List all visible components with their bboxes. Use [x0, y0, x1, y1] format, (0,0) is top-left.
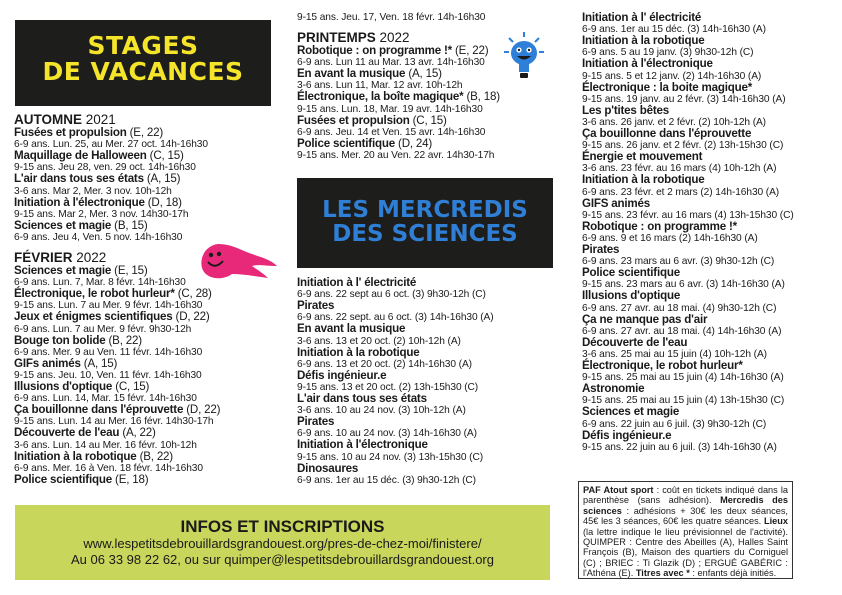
paf-p4-bold: Titres avec *: [635, 568, 690, 579]
event-detail: 9-15 ans. 25 mai au 15 juin (4) 14h-16h30 (A): [582, 372, 784, 384]
event-detail: 3-6 ans. 25 mai au 15 juin (4) 10h-12h (A): [582, 349, 767, 361]
event-title: Police scientifique: [582, 266, 680, 280]
event-title: Électronique, la boîte magique* (B, 18): [297, 90, 500, 104]
event-detail: 9-15 ans. 19 janv. au 2 févr. (3) 14h-16h30 (A): [582, 93, 786, 105]
event-title: Maquillage de Halloween (C, 15): [14, 149, 184, 163]
event-detail: 9-15 ans. Lun. 7 au Mer. 9 févr. 14h-16h30: [14, 300, 203, 312]
printemps-section: [297, 30, 527, 161]
event-detail: 9-15 ans. Mer. 20 au Ven. 22 avr. 14h30-17h: [297, 150, 495, 162]
event-title: Robotique : on programme !*: [582, 219, 737, 233]
event-detail: 6-9 ans. 1er au 15 déc. (3) 9h30-12h (C): [297, 474, 476, 486]
event-title: Initiation à la robotique: [582, 34, 705, 48]
event-detail: 3-6 ans. Mar 2, Mer. 3 nov. 10h-12h: [14, 185, 172, 197]
event-detail: 9-15 ans. 23 mars au 6 avr. (3) 14h-16h30 (A): [582, 279, 785, 291]
event-title: L'air dans tous ses états (A, 15): [14, 172, 181, 186]
event-title: Sciences et magie (E, 15): [14, 264, 148, 277]
automne-label: AUTOMNE: [14, 112, 83, 127]
event-detail: 9-15 ans. 22 juin au 6 juil. (3) 14h-16h30 (A): [582, 441, 777, 453]
event-title: Défis ingénieur.e: [582, 428, 672, 442]
event-title: Découverte de l'eau: [582, 335, 688, 349]
event-title: Électronique, le robot hurleur* (C, 28): [14, 287, 212, 301]
event-title: GIFs animés (A, 15): [14, 356, 118, 370]
event-detail: 9-15 ans. 26 janv. et 2 févr. (2) 13h-15h30 (C): [582, 140, 784, 152]
event-detail: 9-15 ans. Mar 2, Mer. 3 nov. 14h30-17h: [14, 208, 189, 220]
event-title: Astronomie: [582, 382, 645, 396]
event-detail: 6-9 ans. Jeu. 14 et Ven. 15 avr. 14h-16h30: [297, 126, 486, 138]
event-detail: 6-9 ans. 23 mars au 6 avr. (3) 9h30-12h (C): [582, 256, 775, 268]
event-title: Défis ingénieur.e: [297, 368, 387, 382]
infos-band: [15, 505, 550, 580]
event-title: Initiation à la robotique (B, 22): [14, 449, 173, 463]
event-title: Énergie et mouvement: [582, 150, 703, 164]
infos-website[interactable]: www.lespetitsdebrouillardsgrandouest.org/pres-de-chez-moi/finistere/: [83, 536, 482, 551]
event-detail: 6-9 ans. 1er au 15 déc. (3) 14h-16h30 (A): [582, 24, 766, 36]
paf-p2: : adhésions + 30€ les deux séances, 45€ les 3 séances, 60€ les quatre séances.: [583, 505, 788, 527]
event-detail: 3-6 ans. Lun. 14 au Mer. 16 févr. 10h-12h: [14, 439, 197, 451]
paf-p3-bold: Lieux: [764, 516, 788, 527]
event-title: Police scientifique (D, 24): [297, 136, 433, 150]
paf-p3: (la lettre indique le lieu prévisionnel de l'activité). QUIMPER : Centre des Abeilles (A), Halles Saint François (B), Maison des quartiers du Corniguel (C) ; BRIEC : Ti Glazik (D) ; ERGUÉ GABÉRIC : l'Athéna (E).: [583, 526, 788, 579]
event-title: Électronique, le robot hurleur*: [582, 359, 743, 373]
printemps-year: 2022: [379, 30, 410, 45]
event-detail: 9-15 ans. 23 févr. au 16 mars (4) 13h-15h30 (C): [582, 209, 794, 221]
fevrier-year: 2022: [76, 250, 107, 265]
event-detail: 9-15 ans. 13 et 20 oct. (2) 13h-15h30 (C): [297, 382, 479, 394]
fevrier-last-detail: 9-15 ans. Jeu. 17, Ven. 18 févr. 14h-16h30: [297, 12, 486, 23]
event-title: Illusions d'optique: [582, 289, 681, 303]
event-title: Pirates: [297, 415, 335, 429]
event-title: En avant la musique: [297, 322, 406, 336]
event-title: GIFS animés: [582, 196, 651, 210]
event-title: Ça bouillonne dans l'éprouvette (D, 22): [14, 403, 221, 417]
infos-title: INFOS ET INSCRIPTIONS: [180, 517, 385, 536]
event-title: Sciences et magie: [582, 405, 680, 419]
event-detail: 9-15 ans. Lun. 18, Mar. 19 avr. 14h-16h30: [297, 103, 483, 115]
event-detail: 9-15 ans. Jeu 28, ven. 29 oct. 14h-16h30: [14, 162, 196, 174]
event-title: Illusions d'optique (C, 15): [14, 380, 150, 394]
event-title: Robotique : on programme !* (E, 22): [297, 44, 489, 57]
event-detail: 3-6 ans. 13 et 20 oct. (2) 10h-12h (A): [297, 335, 461, 347]
event-title: Initiation à l'électronique (D, 18): [14, 195, 182, 209]
event-detail: 6-9 ans. 9 et 16 mars (2) 14h-16h30 (A): [582, 233, 758, 245]
event-detail: 6-9 ans. 22 juin au 6 juil. (3) 9h30-12h (C): [582, 418, 767, 430]
event-detail: 6-9 ans. 22 sept au 6 oct. (3) 9h30-12h (C): [297, 289, 486, 301]
fevrier-heading: [14, 250, 284, 265]
event-title: L'air dans tous ses états: [297, 392, 427, 406]
stages-header: [15, 20, 271, 106]
event-title: Sciences et magie (B, 15): [14, 218, 148, 232]
event-detail: 6-9 ans. 13 et 20 oct. (2) 14h-16h30 (A): [297, 358, 472, 370]
event-title: Initiation à l'électronique: [582, 57, 713, 71]
stages-title-line2: DE VACANCES: [42, 57, 244, 87]
mercredis-list-3: [582, 12, 812, 453]
event-detail: 6-9 ans. 10 au 24 nov. (3) 14h-16h30 (A): [297, 428, 477, 440]
printemps-label: PRINTEMPS: [297, 30, 376, 45]
event-title: Initiation à l' électricité: [297, 276, 417, 289]
event-detail: 6-9 ans. Mer. 16 à Ven. 18 févr. 14h-16h30: [14, 462, 203, 474]
fevrier-overflow: [297, 12, 557, 23]
event-detail: 9-15 ans. 25 mai au 15 juin (4) 13h-15h30 (C): [582, 395, 785, 407]
event-title: Initiation à la robotique: [582, 173, 705, 187]
event-title: Ça bouillonne dans l'éprouvette: [582, 127, 752, 141]
paf-p4: : enfants déjà initiés.: [689, 568, 777, 579]
mercredis-header: [297, 178, 553, 268]
printemps-list: [297, 45, 527, 161]
event-title: Police scientifique (E, 18): [14, 472, 149, 486]
infos-contact[interactable]: Au 06 33 98 22 62, ou sur quimper@lespetitsdebrouillardsgrandouest.org: [71, 552, 494, 567]
event-title: Pirates: [582, 243, 620, 257]
event-detail: 9-15 ans. 10 au 24 nov. (3) 13h-15h30 (C): [297, 451, 483, 463]
event-detail: 3-6 ans. 10 au 24 nov. (3) 10h-12h (A): [297, 405, 466, 417]
paf-p1: : coût en tickets indiqué dans la parenthèse (sans adhésion).: [583, 485, 788, 506]
event-detail: 6-9 ans. Lun 11 au Mar. 13 avr. 14h-16h30: [297, 57, 485, 69]
event-detail: 6-9 ans. 27 avr. au 18 mai. (4) 9h30-12h (C): [582, 302, 777, 314]
event-title: Initiation à l' électricité: [582, 11, 702, 24]
event-title: En avant la musique (A, 15): [297, 67, 442, 81]
event-detail: 6-9 ans. Mer. 9 au Ven. 11 févr. 14h-16h30: [14, 346, 203, 358]
automne-year: 2021: [85, 112, 116, 127]
blue-bulb-mascot-icon: [503, 30, 545, 80]
automne-list: [14, 127, 274, 243]
event-detail: 6-9 ans. 5 au 19 janv. (3) 9h30-12h (C): [582, 47, 754, 59]
mercredis-title-line2: DES SCIENCES: [332, 221, 518, 248]
event-detail: 6-9 ans. Lun. 25, au Mer. 27 oct. 14h-16h30: [14, 139, 208, 151]
event-title: Électronique : la boite magique*: [582, 80, 753, 94]
mercredis-list-col3: [582, 12, 812, 453]
automne-section: [14, 112, 274, 243]
event-detail: 3-6 ans. 26 janv. et 2 févr. (2) 10h-12h (A): [582, 117, 766, 129]
event-detail: 6-9 ans. 27 avr. au 18 mai. (4) 14h-16h30 (A): [582, 325, 782, 337]
event-detail: 3-6 ans. 23 févr. au 16 mars (4) 10h-12h (A): [582, 163, 777, 175]
event-detail: 6-9 ans. Lun. 14, Mar. 15 févr. 14h-16h30: [14, 393, 197, 405]
fevrier-label: FÉVRIER: [14, 250, 73, 265]
event-title: Fusées et propulsion (E, 22): [14, 126, 164, 139]
event-detail: 9-15 ans. Lun. 14 au Mer. 16 févr. 14h30-17h: [14, 416, 214, 428]
event-detail: 6-9 ans. 23 févr. et 2 mars (2) 14h-16h30 (A): [582, 186, 780, 198]
event-title: Pirates: [297, 299, 335, 313]
stages-title-line1: STAGES: [87, 31, 199, 60]
event-detail: 9-15 ans. Jeu. 10, Ven. 11 févr. 14h-16h30: [14, 370, 202, 382]
event-title: Découverte de l'eau (A, 22): [14, 426, 156, 440]
event-title: Dinosaures: [297, 461, 359, 475]
event-title: Bouge ton bolide (B, 22): [14, 333, 142, 347]
event-title: Initiation à l'électronique: [297, 438, 428, 452]
event-detail: 3-6 ans. Lun 11, Mar. 12 avr. 10h-12h: [297, 80, 463, 92]
printemps-heading: [297, 30, 527, 45]
event-title: Jeux et énigmes scientifiques (D, 22): [14, 310, 210, 324]
paf-p2-bold: Mercredis des sciences: [583, 495, 788, 516]
event-title: Fusées et propulsion (C, 15): [297, 113, 447, 127]
event-title: Initiation à la robotique: [297, 345, 420, 359]
mercredis-list: [297, 277, 567, 486]
mercredis-list-col2: [297, 277, 567, 486]
paf-box: [578, 481, 793, 579]
automne-heading: [14, 112, 274, 127]
fevrier-list: [14, 265, 284, 486]
event-detail: 6-9 ans. Lun. 7 au Mer. 9 févr. 9h30-12h: [14, 323, 192, 335]
event-title: Les p'tites bêtes: [582, 103, 669, 117]
event-detail: 6-9 ans. Lun. 7, Mar. 8 févr. 14h-16h30: [14, 277, 186, 289]
event-detail: 6-9 ans. Jeu 4, Ven. 5 nov. 14h-16h30: [14, 232, 183, 244]
event-detail: 6-9 ans. 22 sept. au 6 oct. (3) 14h-16h30 (A): [297, 312, 494, 324]
mercredis-title-line1: LES MERCREDIS: [322, 197, 528, 223]
fevrier-section: [14, 250, 284, 486]
paf-p1-bold: PAF Atout sport: [583, 485, 654, 495]
event-title: Ça ne manque pas d'air: [582, 312, 708, 326]
event-detail: 9-15 ans. 5 et 12 janv. (2) 14h-16h30 (A): [582, 70, 762, 82]
